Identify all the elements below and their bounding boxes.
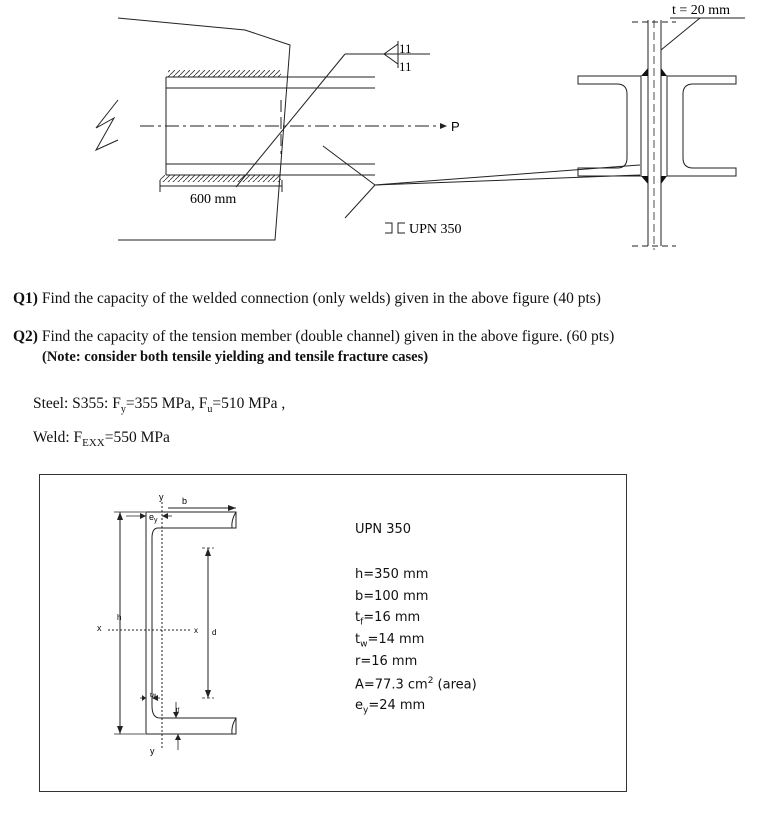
prop-tf: $t_f=16$ mm <box>355 610 421 628</box>
b-label: b <box>182 496 188 506</box>
d-label: d <box>212 628 217 637</box>
question-2 <box>13 328 614 346</box>
break-line <box>96 100 118 150</box>
plate-thickness-label: t = 20 mm <box>672 3 731 18</box>
weld-bottom-hatch <box>160 175 281 182</box>
load-label: P <box>451 119 460 134</box>
steel-spec: Steel: S355: $F_y=355$ MPa, $F_u=510$ MPa , <box>33 395 286 416</box>
tw-label: tw <box>150 693 156 699</box>
connection-figure <box>0 0 764 270</box>
prop-r: r=16 mm <box>355 654 418 669</box>
weld-size-top: 11 <box>399 41 412 56</box>
question-1 <box>13 290 601 308</box>
weld-top-hatch <box>168 70 281 77</box>
h-label: h <box>117 613 122 622</box>
y-axis-label-bottom: y <box>150 746 155 756</box>
x-axis-label-right: x <box>194 626 198 635</box>
ey-label: $e_y$ <box>149 512 158 524</box>
q1-number: Q1) <box>13 290 38 307</box>
tf-label: tf <box>176 708 180 714</box>
upn-title: UPN 350 <box>355 522 412 537</box>
length-label: 600 mm <box>190 192 237 207</box>
upn-section-drawing <box>90 490 250 770</box>
q2-text: Find the capacity of the tension member (double channel) given in the above figure. (60 pts) <box>41 328 615 345</box>
weld-size-bottom: 11 <box>399 59 412 74</box>
prop-h: h=350 mm <box>355 567 429 582</box>
prop-area: A=77.3 $cm^2$ (area) <box>355 676 477 693</box>
prop-tw: $t_w=14$ mm <box>355 632 425 650</box>
q1-text: Find the capacity of the welded connection (only welds) given in the above figure (40 pts) <box>41 290 601 307</box>
weld-spec: Weld: $F_{EXX}=550$ MPa <box>33 429 170 450</box>
q2-number: Q2) <box>13 328 38 345</box>
x-axis-label-left: x <box>97 623 102 633</box>
q2-note: (Note: consider both tensile yielding and tensile fracture cases) <box>42 349 429 365</box>
right-channel-section <box>667 76 736 176</box>
prop-b: b=100 mm <box>355 589 429 604</box>
section-label: UPN 350 <box>409 222 462 237</box>
y-axis-label-top: y <box>159 492 164 502</box>
prop-ey: $e_y=24$ mm <box>355 698 426 716</box>
left-channel-section <box>578 76 641 176</box>
